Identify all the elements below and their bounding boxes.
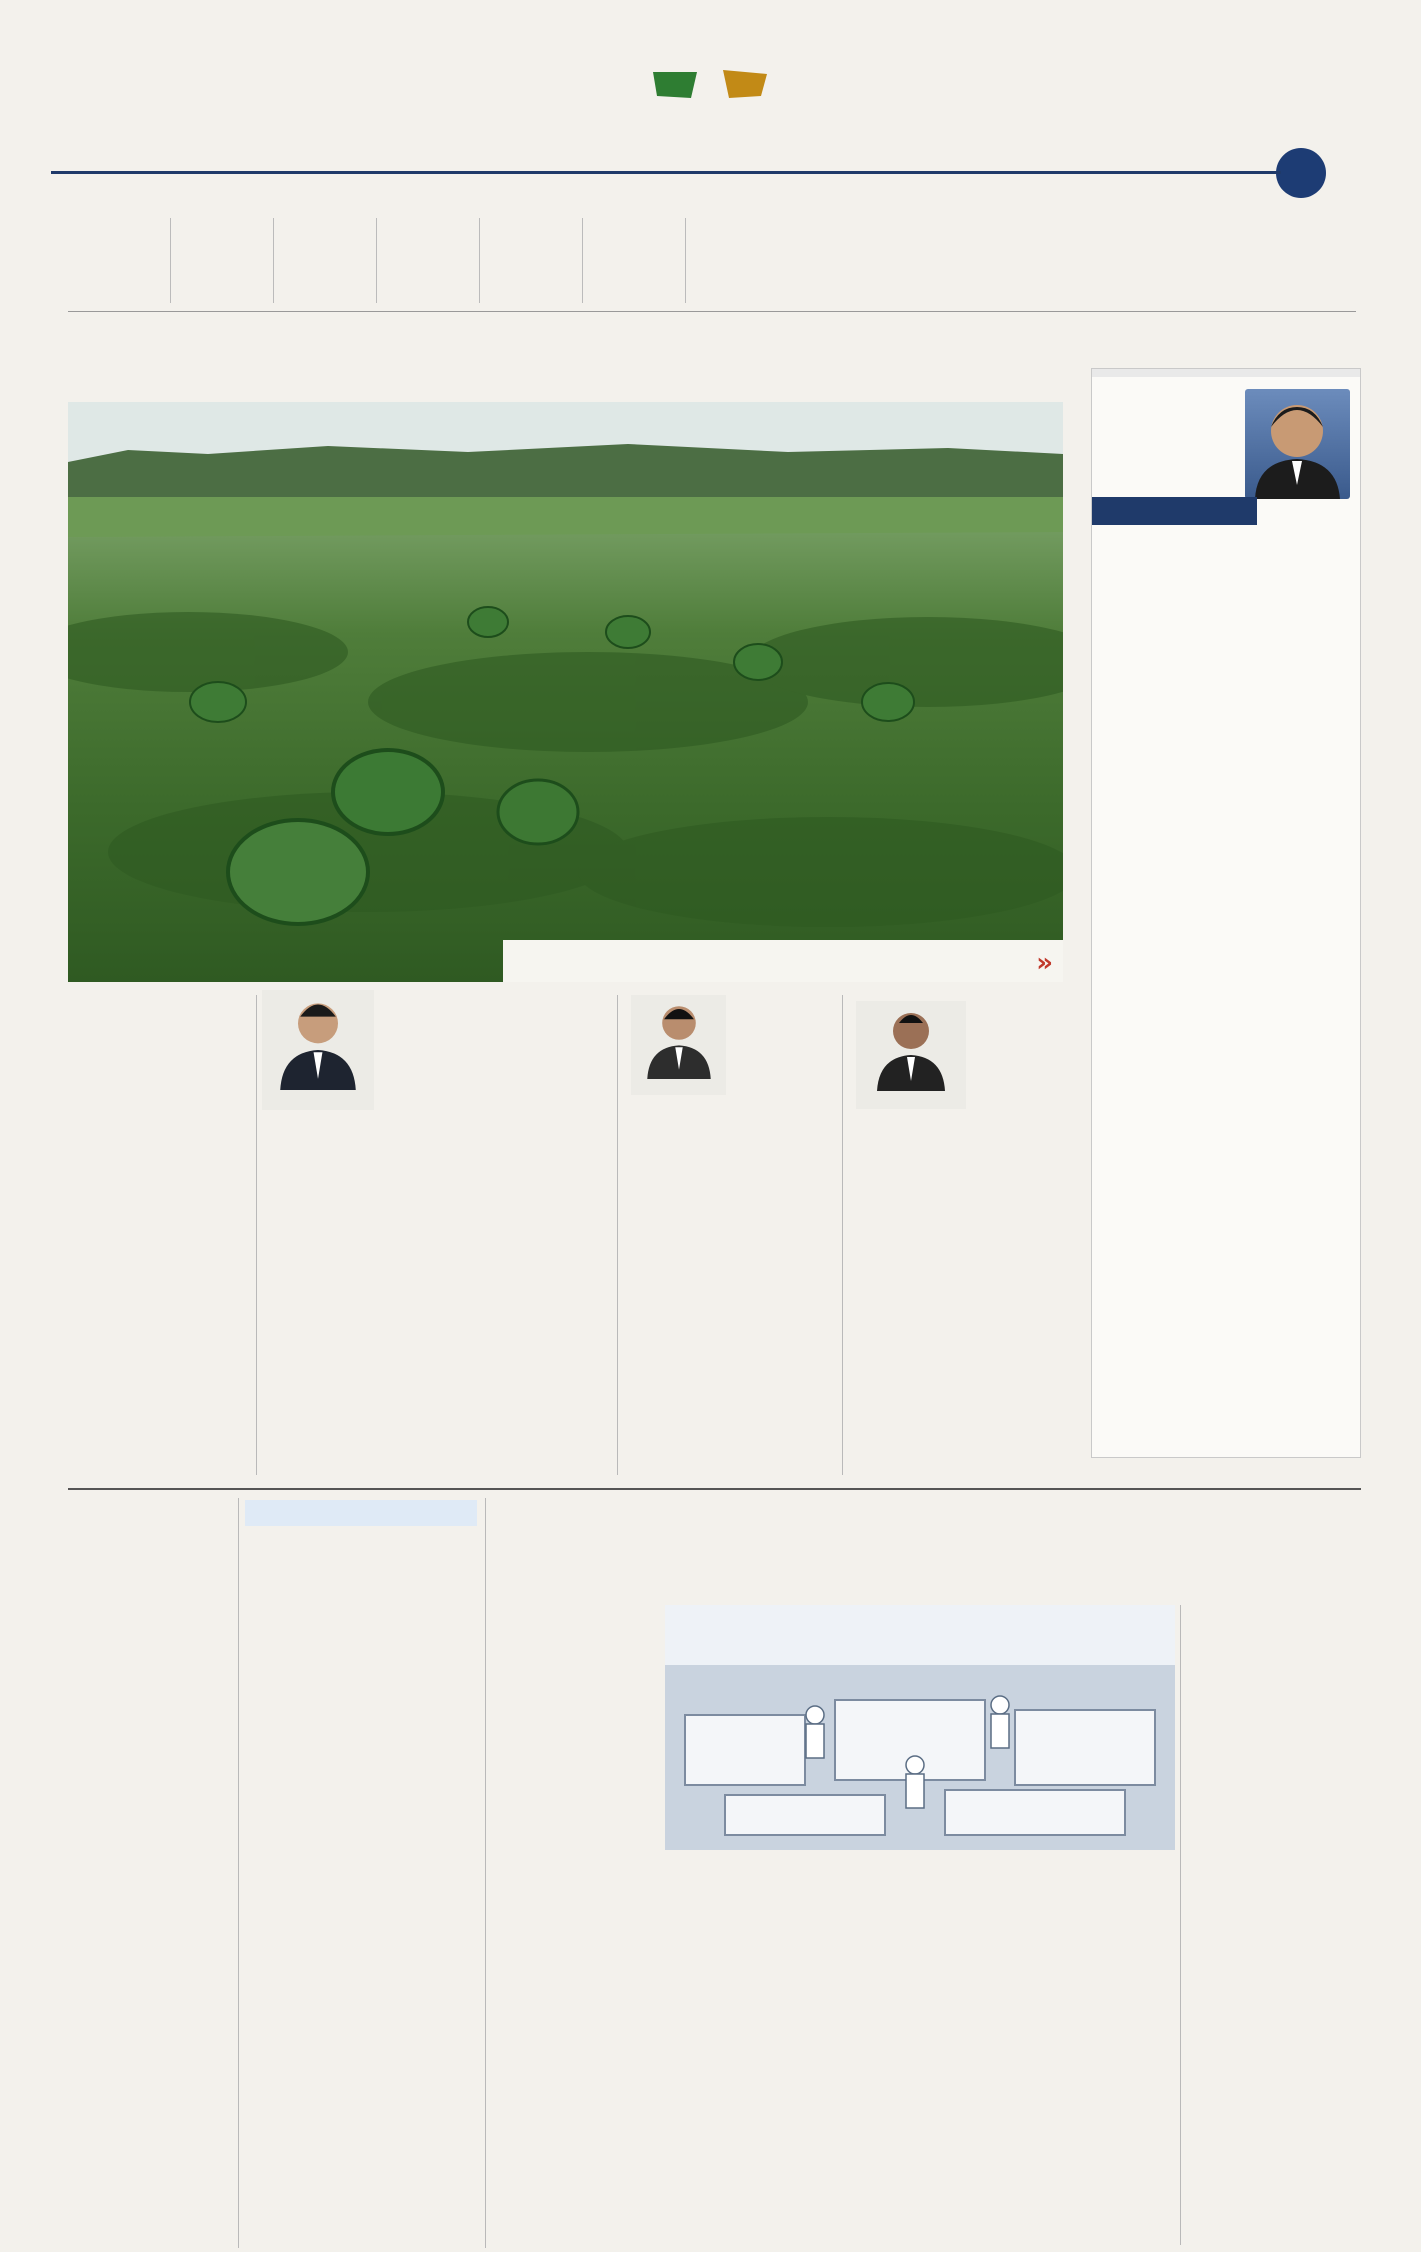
office-cell [479, 218, 582, 303]
photo-mahdi [631, 995, 726, 1095]
smes-col-2 [920, 1860, 1175, 2245]
center-logo [635, 62, 785, 152]
photo-fayesh [262, 990, 374, 1110]
office-cell [68, 218, 170, 303]
person-icon [641, 995, 717, 1079]
lead-col-3 [380, 995, 612, 1480]
divider [485, 1498, 486, 2248]
factory-icon [665, 1605, 1175, 1850]
bank-box [245, 1500, 477, 2245]
page-number-badge [1276, 148, 1326, 198]
lead-photo [68, 402, 1063, 982]
office-cell [582, 218, 685, 303]
column-head [1092, 377, 1360, 527]
office-cell [685, 218, 788, 303]
author-portrait-icon [1245, 389, 1350, 499]
masthead-block [1231, 230, 1356, 310]
offices-row [68, 218, 788, 303]
office-cell [273, 218, 376, 303]
person-icon [273, 990, 363, 1090]
office-cell [170, 218, 273, 303]
bank-body [245, 1526, 477, 1542]
section-separator [68, 1488, 1361, 1490]
column-author [1092, 497, 1257, 525]
courts-block [68, 1500, 230, 2245]
office-cell [376, 218, 479, 303]
smes-col-1 [1186, 1605, 1356, 2245]
lead-col-2 [625, 995, 835, 1480]
divider [842, 995, 843, 1475]
email-strip [771, 311, 1356, 337]
smes-photo [665, 1605, 1175, 1850]
person-icon [871, 1001, 951, 1091]
watermelon-field-icon [68, 402, 1063, 982]
lead-subtitle-box [503, 940, 1063, 982]
divider [238, 1498, 239, 2248]
smes-col-3 [495, 1605, 655, 2245]
column-kicker [1092, 369, 1360, 377]
lead-col-4 [68, 990, 250, 1480]
divider [617, 995, 618, 1475]
photo-abbas [856, 1001, 966, 1109]
section-rule [51, 171, 1281, 174]
subtitle-arrow-icon: « [1036, 948, 1053, 978]
column-body [1092, 527, 1360, 543]
divider [256, 995, 257, 1475]
logo-mark-icon [635, 62, 785, 152]
bank-headbox [245, 1500, 477, 1526]
opinion-column [1091, 368, 1361, 1458]
lead-col-1 [850, 995, 1063, 1480]
header [0, 0, 1421, 345]
author-photo [1245, 389, 1350, 499]
divider [1180, 1605, 1181, 2245]
smes-col-2b [665, 1860, 910, 2245]
subs-strip [68, 311, 808, 337]
